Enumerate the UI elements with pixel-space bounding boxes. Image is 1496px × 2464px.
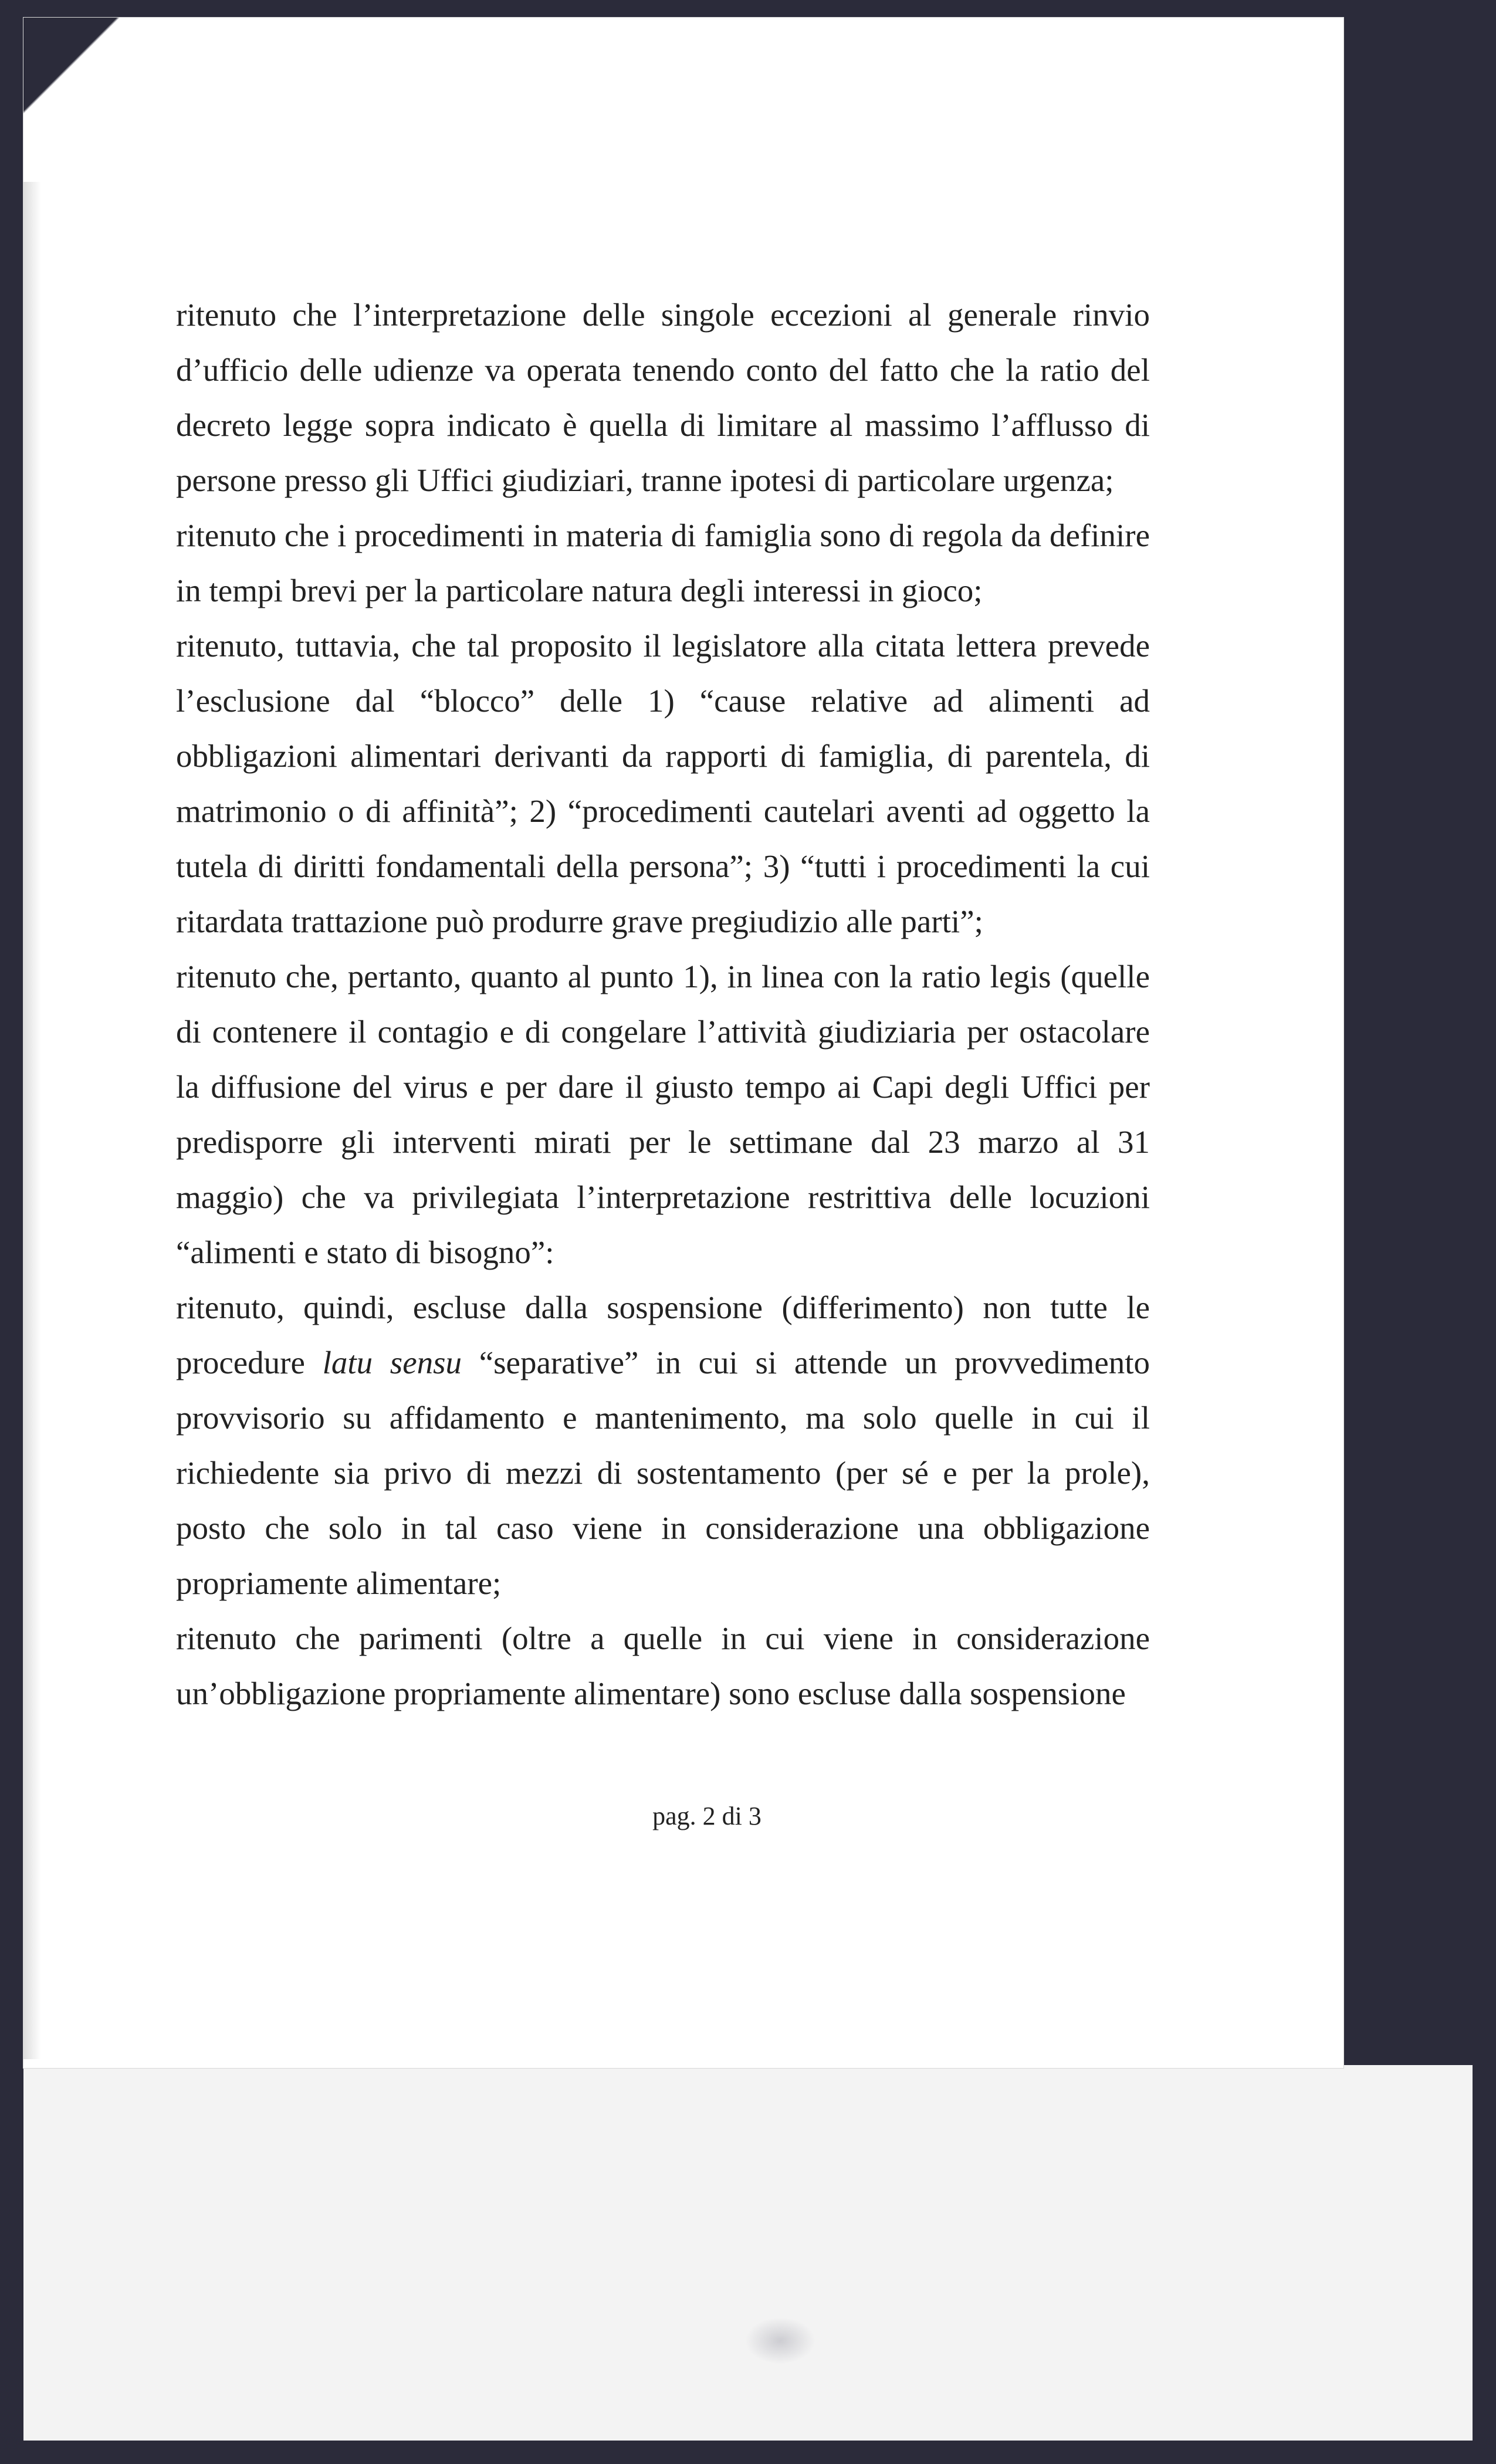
- page-fold-corner: [23, 18, 158, 194]
- paragraph: [176, 1280, 1150, 1611]
- scanner-lid-area: [23, 2065, 1473, 2441]
- scan-smudge: [745, 2317, 815, 2364]
- paragraph-text: “separative” in cui si attende un provvedimento provvisorio su affidamento e mantenimento, ma solo quelle in cui il richiedente sia privo di mezzi di sostentamento (per sé e per la prole), posto che solo in tal caso viene in considerazione una obbligazione propriamente alimentare;: [176, 1345, 1150, 1601]
- paragraph-text: ritenuto, quindi, escluse dalla sospensione (differimento) non tutte le procedure: [176, 1289, 1150, 1380]
- paragraph: ritenuto che parimenti (oltre a quelle in cui viene in considerazione un’obbligazione propriamente alimentare) sono escluse dalla sospensione: [176, 1620, 1150, 1711]
- paragraph: ritenuto che i procedimenti in materia di famiglia sono di regola da definire in tempi brevi per la particolare natura degli interessi in gioco;: [176, 517, 1150, 608]
- scanner-edge-right: [1473, 2065, 1496, 2464]
- page-number: pag. 2 di 3: [652, 1802, 761, 1830]
- document-body: [176, 287, 1150, 1721]
- document-page: [23, 18, 1343, 2068]
- paragraph: ritenuto, tuttavia, che tal proposito il legislatore alla citata lettera prevede l’esclusione dal “blocco” delle 1) “cause relative ad alimenti ad obbligazioni alimentari derivanti da rapporti di famiglia, di parentela, di matrimonio o di affinità”; 2) “procedimenti cautelari aventi ad oggetto la tutela di diritti fondamentali della persona”; 3) “tutti i procedimenti la cui ritardata trattazione può produrre grave pregiudizio alle parti”;: [176, 628, 1150, 939]
- italic-term: latu sensu: [322, 1345, 462, 1380]
- paragraph: ritenuto che, pertanto, quanto al punto 1), in linea con la ratio legis (quelle di contenere il contagio e di congelare l’attività giudiziaria per ostacolare la diffusione del virus e per dare il giusto tempo ai Capi degli Uffici per predisporre gli interventi mirati per le settimane dal 23 marzo al 31 maggio) che va privilegiata l’interpretazione restrittiva delle locuzioni “alimenti e stato di bisogno”:: [176, 959, 1150, 1270]
- page-edge-shadow: [23, 182, 41, 2059]
- paragraph: ritenuto che l’interpretazione delle singole eccezioni al generale rinvio d’ufficio delle udienze va operata tenendo conto del fatto che la ratio del decreto legge sopra indicato è quella di limitare al massimo l’afflusso di persone presso gli Uffici giudiziari, tranne ipotesi di particolare urgenza;: [176, 297, 1150, 498]
- scanner-edge-bottom: [0, 2441, 1496, 2464]
- scanner-edge-left: [0, 2065, 23, 2464]
